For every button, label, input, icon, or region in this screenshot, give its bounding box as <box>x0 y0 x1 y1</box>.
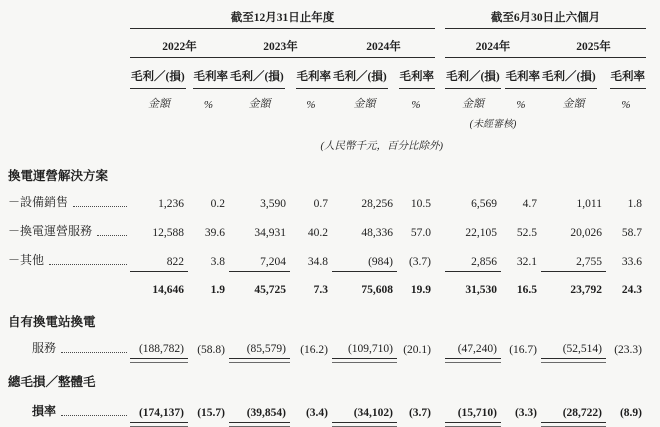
gross-profit-loss-header: 毛利／(損) <box>332 58 397 90</box>
measure-header-row <box>8 58 646 90</box>
amount-cell: 1,236 <box>158 198 184 210</box>
row-label <box>8 271 130 299</box>
gap-cell <box>435 330 445 359</box>
margin-cell: (3.3) <box>514 407 537 419</box>
margin-cell: 0.7 <box>313 198 328 210</box>
percent-label: % <box>411 99 421 111</box>
spacer-cell <box>8 89 130 111</box>
dot-leader <box>97 235 127 236</box>
margin-cell: (3.7) <box>408 407 431 419</box>
row-label: －設備銷售 <box>8 184 130 213</box>
table-row <box>8 271 646 299</box>
gap-cell <box>435 271 445 299</box>
gross-margin-header: 毛利率 <box>188 58 229 90</box>
amount-cell: 20,026 <box>570 227 602 239</box>
margin-cell: 19.9 <box>410 283 431 296</box>
amount-cell: (39,854) <box>229 390 290 422</box>
year-2023-header: 2023年 <box>229 29 332 58</box>
margin-cell: 39.6 <box>204 227 225 239</box>
margin-cell: (8.9) <box>619 407 642 419</box>
margin-cell: (58.8) <box>197 343 225 356</box>
dot-leader <box>73 206 127 207</box>
amount-label: 金額 <box>248 98 271 110</box>
gap-cell <box>435 89 445 111</box>
amount-cell: 6,569 <box>471 198 497 210</box>
unit-header-row <box>8 89 646 111</box>
gap-cell <box>435 390 445 422</box>
unaudited-note: (未經審核) <box>469 119 517 130</box>
period-interim-header: 截至6月30日止六個月 <box>445 4 646 29</box>
units-note-row <box>8 130 646 153</box>
gap-cell <box>435 213 445 242</box>
margin-cell: 3.8 <box>210 256 225 268</box>
amount-cell: 14,646 <box>152 283 184 296</box>
gross-profit-loss-header: 毛利／(損) <box>130 58 188 90</box>
year-2024-header: 2024年 <box>332 29 435 58</box>
year-2025-interim-header: 2025年 <box>541 29 646 58</box>
margin-cell: 57.0 <box>410 227 431 239</box>
gross-profit-table <box>8 4 646 423</box>
gross-profit-loss-header: 毛利／(損) <box>541 58 606 90</box>
period-annual-header: 截至12月31日止年度 <box>130 4 435 29</box>
amount-cell: 75,608 <box>361 283 393 296</box>
margin-cell: (23.3) <box>614 343 642 356</box>
amount-cell: 48,336 <box>361 227 393 239</box>
amount-cell: (174,137) <box>130 390 188 422</box>
unaudited-row <box>8 111 646 130</box>
table-row <box>8 184 646 213</box>
amount-cell: 822 <box>130 242 188 271</box>
percent-label: % <box>621 99 631 111</box>
amount-cell: 45,725 <box>254 283 286 296</box>
table-row <box>8 242 646 271</box>
margin-cell: 24.3 <box>621 283 642 296</box>
margin-cell: 52.5 <box>516 227 537 239</box>
margin-cell: 10.5 <box>410 198 431 210</box>
dot-leader <box>49 264 127 265</box>
percent-label: % <box>516 99 526 111</box>
margin-cell: 33.6 <box>621 256 642 268</box>
table-row <box>8 330 646 359</box>
amount-cell: 2,755 <box>541 242 606 271</box>
row-label: －其他 <box>8 242 130 271</box>
spacer-cell <box>8 111 445 130</box>
gross-margin-header: 毛利率 <box>606 58 646 90</box>
amount-cell: 3,590 <box>260 198 286 210</box>
margin-cell: 1.8 <box>627 198 642 210</box>
amount-cell: (28,722) <box>541 390 606 422</box>
amount-cell: 12,588 <box>152 227 184 239</box>
spacer-cell <box>541 111 646 130</box>
row-label: 服務 <box>8 330 130 359</box>
amount-cell: (188,782) <box>130 330 188 359</box>
margin-cell: (3.4) <box>305 407 328 419</box>
gross-margin-header: 毛利率 <box>397 58 435 90</box>
margin-cell: (15.7) <box>197 407 225 419</box>
currency-units-note: (人民幣千元，百分比除外) <box>320 141 443 152</box>
margin-cell: 34.8 <box>307 256 328 268</box>
dot-leader <box>61 415 127 416</box>
gap-cell <box>435 242 445 271</box>
row-label: 換電運營解決方案 <box>8 169 109 183</box>
gap-cell <box>435 58 445 90</box>
spacer-cell <box>8 130 130 153</box>
margin-cell: 7.3 <box>313 283 328 296</box>
amount-cell: 22,105 <box>465 227 497 239</box>
margin-cell: 58.7 <box>621 227 642 239</box>
period-header-row <box>8 4 646 29</box>
amount-label: 金額 <box>148 98 170 110</box>
margin-cell: 40.2 <box>307 227 328 239</box>
percent-label: % <box>306 99 316 111</box>
amount-cell: 34,931 <box>254 227 286 239</box>
year-2022-header: 2022年 <box>130 29 229 58</box>
year-2024-interim-header: 2024年 <box>445 29 541 58</box>
amount-cell: (109,710) <box>332 330 397 359</box>
amount-cell: (15,710) <box>445 390 501 422</box>
margin-cell: (20.1) <box>403 343 431 356</box>
spacer-cell <box>8 29 130 58</box>
amount-cell: 31,530 <box>465 283 497 296</box>
margin-cell: 32.1 <box>516 256 537 268</box>
amount-cell: (52,514) <box>541 330 606 359</box>
gross-margin-header: 毛利率 <box>290 58 332 90</box>
margin-cell: 1.9 <box>210 283 225 296</box>
amount-cell: (984) <box>332 242 397 271</box>
percent-label: % <box>203 99 214 111</box>
amount-cell: (47,240) <box>445 330 501 359</box>
amount-cell: 23,792 <box>570 283 602 296</box>
gap-cell <box>435 29 445 58</box>
table-body <box>8 153 646 422</box>
gap-cell <box>435 4 445 29</box>
amount-cell: 2,856 <box>445 242 501 271</box>
amount-cell: 1,011 <box>576 198 602 210</box>
spacer-cell <box>8 4 130 29</box>
year-header-row <box>8 29 646 58</box>
row-label: 自有換電站換電 <box>8 314 96 329</box>
row-label: －換電運營服務 <box>8 213 130 242</box>
margin-cell: (16.2) <box>300 343 328 356</box>
amount-label: 金額 <box>353 98 376 110</box>
spacer-cell <box>8 58 130 90</box>
gross-profit-loss-header: 毛利／(損) <box>229 58 290 90</box>
amount-cell: (34,102) <box>332 390 397 422</box>
table-row <box>8 390 646 422</box>
margin-cell: (16.7) <box>509 343 537 356</box>
amount-label: 金額 <box>462 98 484 110</box>
row-label: 總毛損／整體毛 <box>8 375 96 389</box>
margin-cell: 0.2 <box>210 198 225 210</box>
table-row <box>8 299 646 330</box>
table-row <box>8 213 646 242</box>
table-row <box>8 359 646 391</box>
amount-cell: 28,256 <box>361 198 393 210</box>
gross-profit-loss-header: 毛利／(損) <box>445 58 501 90</box>
amount-label: 金額 <box>562 98 585 110</box>
gross-margin-header: 毛利率 <box>501 58 541 90</box>
amount-cell: 7,204 <box>229 242 290 271</box>
margin-cell: 4.7 <box>522 198 537 210</box>
row-label: 損率 <box>8 390 130 422</box>
spacer-cell <box>445 130 646 153</box>
amount-cell: (85,579) <box>229 330 290 359</box>
margin-cell: 16.5 <box>516 283 537 296</box>
table-row <box>8 153 646 184</box>
gap-cell <box>435 184 445 213</box>
margin-cell: (3.7) <box>408 256 431 268</box>
table-header <box>8 4 646 153</box>
dot-leader <box>61 352 127 353</box>
